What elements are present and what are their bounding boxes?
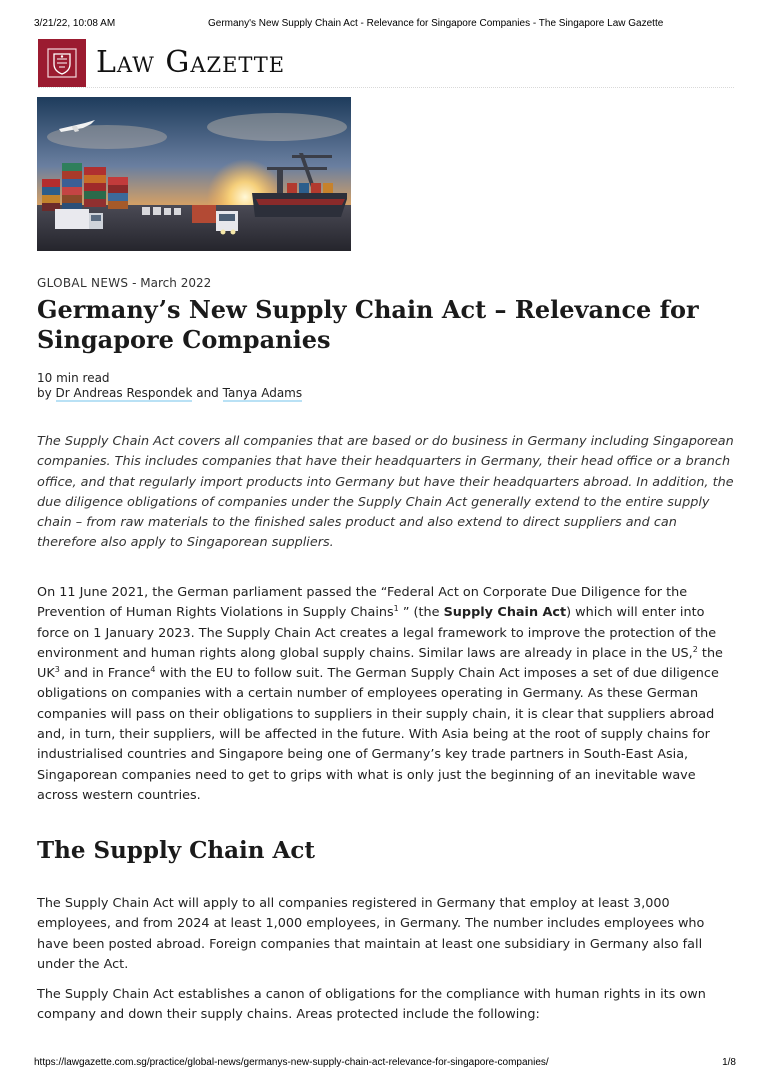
- site-brand[interactable]: Law Gazette: [96, 45, 286, 80]
- byline: [37, 386, 302, 401]
- author-link-adams[interactable]: Tanya Adams: [222, 386, 303, 400]
- body-paragraph-1: [37, 583, 737, 806]
- page-number: 1/8: [722, 1057, 736, 1068]
- article-date: March 2022: [140, 276, 212, 290]
- p1-text-c: ) which will enter into force on 1 January 2023. The Supply Chain Act creates a legal framework to improve the protection of the environment and human rights along global supply chains. Similar laws are already in place in the US,: [37, 605, 717, 661]
- defined-term: Supply Chain Act: [443, 605, 567, 621]
- article-meta: [37, 276, 211, 290]
- byline-joiner: and: [196, 386, 219, 400]
- p1-text-b: ” (the: [398, 605, 444, 621]
- site-logo[interactable]: [38, 39, 86, 87]
- print-url: https://lawgazette.com.sg/practice/global-news/germanys-new-supply-chain-act-relevance-for-singapore-companies/: [34, 1057, 549, 1068]
- author-link-respondek[interactable]: Dr Andreas Respondek: [55, 386, 193, 400]
- hero-image: [37, 97, 351, 251]
- footnote-1[interactable]: 1: [393, 604, 399, 614]
- p1-text-e: and in France: [59, 666, 151, 682]
- footnote-4[interactable]: 4: [150, 665, 156, 675]
- print-timestamp: 3/21/22, 10:08 AM: [34, 18, 116, 29]
- cargo-port-image: [37, 97, 351, 251]
- article-title: Germany’s New Supply Chain Act – Relevance for Singapore Companies: [37, 295, 699, 354]
- byline-prefix: by: [37, 386, 52, 400]
- footnote-2[interactable]: 2: [692, 644, 698, 654]
- p1-text-a: On 11 June 2021, the German parliament passed the “Federal Act on Corporate Due Diligence for the Prevention of Human Rights Violations in Supply Chains: [37, 585, 688, 621]
- masthead: [38, 39, 734, 88]
- print-page-title: Germany's New Supply Chain Act - Relevance for Singapore Companies - The Singapore Law Gazette: [208, 18, 664, 29]
- p1-text-f: with the EU to follow suit. The German Supply Chain Act imposes a set of due diligence obligations on companies with a certain number of employees operating in Germany. As these German companies will pass on their obligations to suppliers in their supply chain, it is clear that suppliers abroad and, in turn, their suppliers, will be affected in the future. With Asia being at the root of supply chains for industrialised countries and Singapore being one of Germany’s key trade partners in South-East Asia, Singaporean companies need to get to grips with what is only just the beginning of an inevitable wave across western countries.: [37, 666, 719, 803]
- meta-separator: -: [132, 276, 137, 290]
- article-lead: The Supply Chain Act covers all companies that are based or do business in Germany including Singaporean companies. This includes companies that have their headquarters in Germany, their head office or a branch office, and that regularly import products into Germany but have their headquarters abroad. In addition, the due diligence obligations of companies under the Supply Chain Act generally extend to the entire supply chain – from raw materials to the finished sales product and also extend to direct suppliers and can therefore also apply to Singaporean suppliers.: [37, 434, 734, 551]
- print-footer: [34, 1057, 736, 1071]
- crest-icon: [45, 46, 79, 80]
- body-paragraph-2: The Supply Chain Act will apply to all companies registered in Germany that employ at least 3,000 employees, and from 2024 at least 1,000 employees, in Germany. The number includes employees who have been posted abroad. Foreign companies that maintain at least one subsidiary in Germany also fall under the Act.: [37, 896, 705, 972]
- body-paragraph-3: The Supply Chain Act establishes a canon of obligations for the compliance with human rights in its own company and down their supply chains. Areas protected include the following:: [37, 987, 706, 1023]
- footnote-3[interactable]: 3: [54, 665, 60, 675]
- p1-text-d: the UK: [37, 645, 723, 682]
- print-header: [0, 6, 768, 29]
- category-link[interactable]: GLOBAL NEWS: [37, 276, 129, 290]
- section-heading: The Supply Chain Act: [37, 837, 315, 864]
- read-time: 10 min read: [37, 371, 110, 385]
